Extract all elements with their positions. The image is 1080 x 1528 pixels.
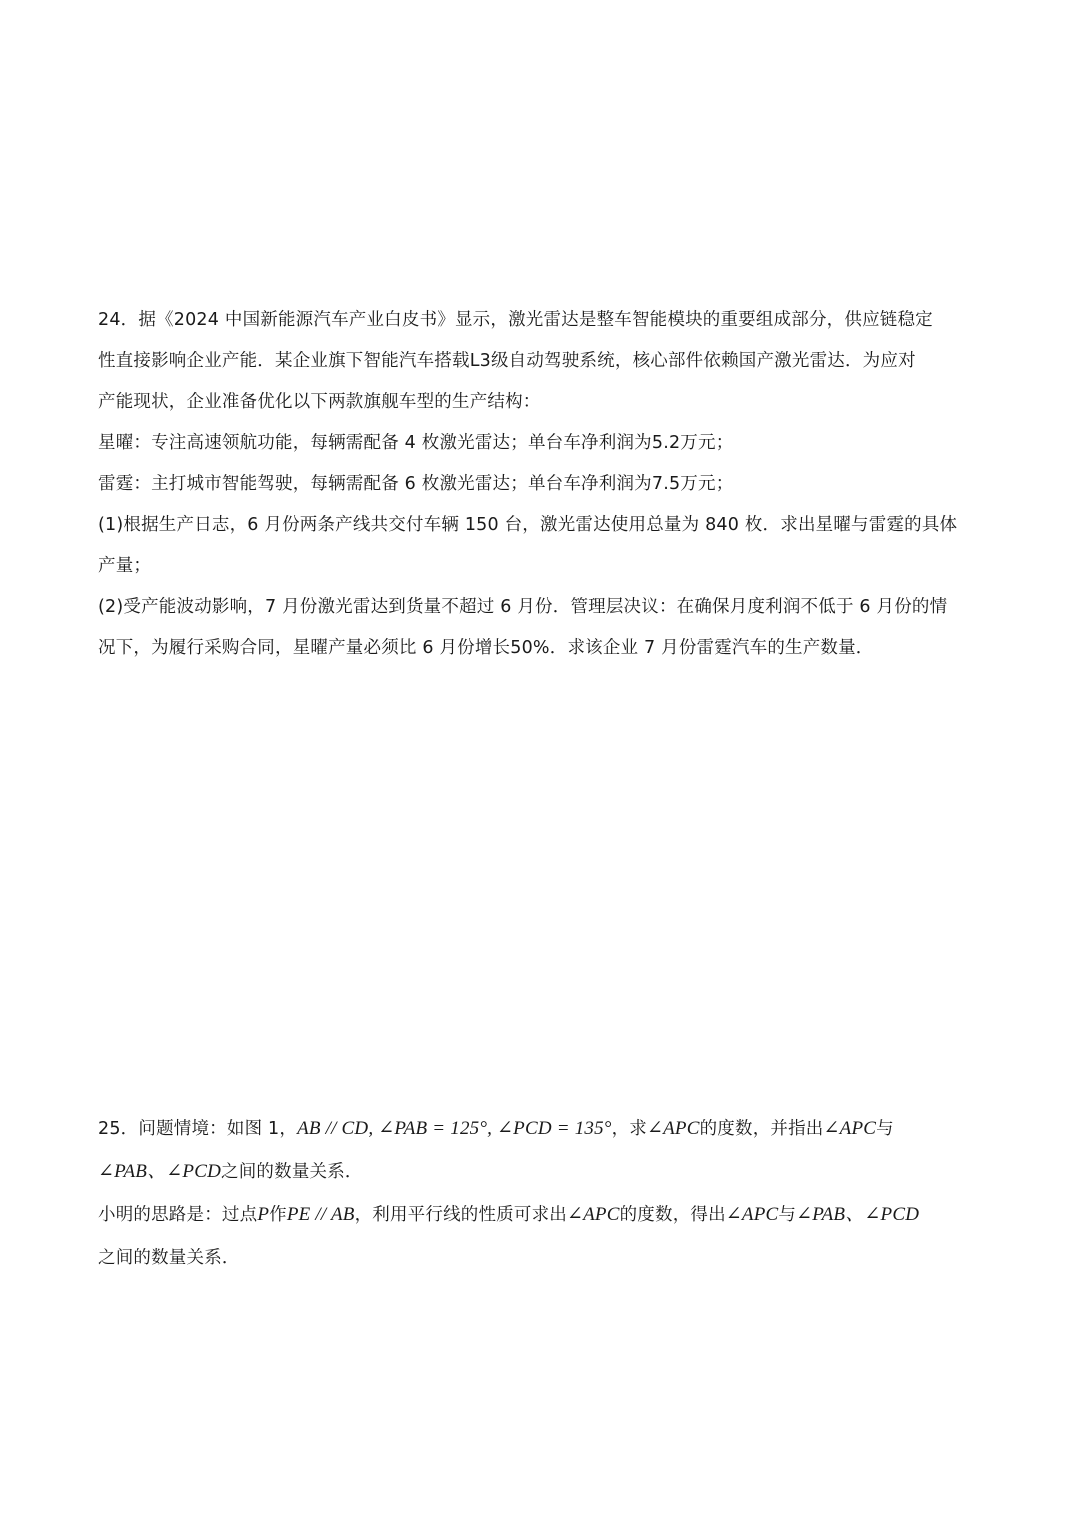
q24-line-2: 性直接影响企业产能．某企业旗下智能汽车搭载L3级自动驾驶系统，核心部件依赖国产激光雷达．为应对 — [98, 351, 916, 371]
q25-intro-text: 25．问题情境：如图 1， — [98, 1119, 298, 1139]
q24-part2-line-2: 况下，为履行采购合同，星曜产量必须比 6 月份增长50%．求该企业 7 月份雷霆汽车的生产数量． — [98, 638, 874, 658]
q25-line-4: 之间的数量关系． — [98, 1248, 240, 1268]
q25-text: 与 — [778, 1205, 797, 1225]
q25-ask-text: ，求 — [611, 1119, 647, 1139]
q25-given-condition: AB // CD, ∠PAB = 125°, ∠PCD = 135° — [297, 1118, 612, 1139]
q24-line-1: 24．据《2024 中国新能源汽车产业白皮书》显示，激光雷达是整车智能模块的重要组成部分，供应链稳定 — [98, 310, 933, 330]
q25-text: 的度数，得出 — [619, 1205, 726, 1225]
q24-xingyao-line: 星曜：专注高速领航功能，每辆需配备 4 枚激光雷达；单台车净利润为5.2万元； — [98, 433, 734, 453]
q25-line-2 — [98, 1160, 990, 1184]
point-p: P — [257, 1204, 270, 1225]
angle-apc: ∠APC — [823, 1118, 877, 1139]
q24-part1-line-2: 产量； — [98, 556, 152, 576]
q25-line-3 — [98, 1203, 990, 1227]
angle-apc: ∠APC — [566, 1204, 620, 1225]
question-25 — [98, 1117, 990, 1270]
q24-leiting-line: 雷霆：主打城市智能驾驶，每辆需配备 6 枚激光雷达；单台车净利润为7.5万元； — [98, 474, 734, 494]
q25-text: ，利用平行线的性质可求出 — [354, 1205, 567, 1225]
q24-line-3: 产能现状，企业准备优化以下两款旗舰车型的生产结构： — [98, 392, 541, 412]
q25-text: 的度数，并指出 — [699, 1119, 824, 1139]
q25-text: 作 — [269, 1205, 287, 1225]
q25-hint-text: 小明的思路是：过点 — [98, 1205, 258, 1225]
q24-part2-line-1: (2)受产能波动影响，7 月份激光雷达到货量不超过 6 月份．管理层决议：在确保月度利润不低于 6 月份的情 — [98, 597, 948, 617]
q25-text: 之间的数量关系． — [221, 1162, 363, 1182]
angle-apc: ∠APC — [647, 1118, 700, 1139]
q25-text: 与 — [876, 1119, 894, 1139]
question-24 — [98, 308, 990, 660]
pe-parallel-ab: PE // AB — [286, 1204, 355, 1225]
angles-pab-pcd: ∠PAB、∠PCD — [98, 1161, 222, 1182]
angles-pab-pcd: ∠PAB、∠PCD — [796, 1204, 920, 1225]
angle-apc: ∠APC — [725, 1204, 779, 1225]
q25-line-1 — [98, 1117, 990, 1141]
q24-part1-line-1: (1)根据生产日志，6 月份两条产线共交付车辆 150 台，激光雷达使用总量为 840 枚．求出星曜与雷霆的具体 — [98, 515, 958, 535]
